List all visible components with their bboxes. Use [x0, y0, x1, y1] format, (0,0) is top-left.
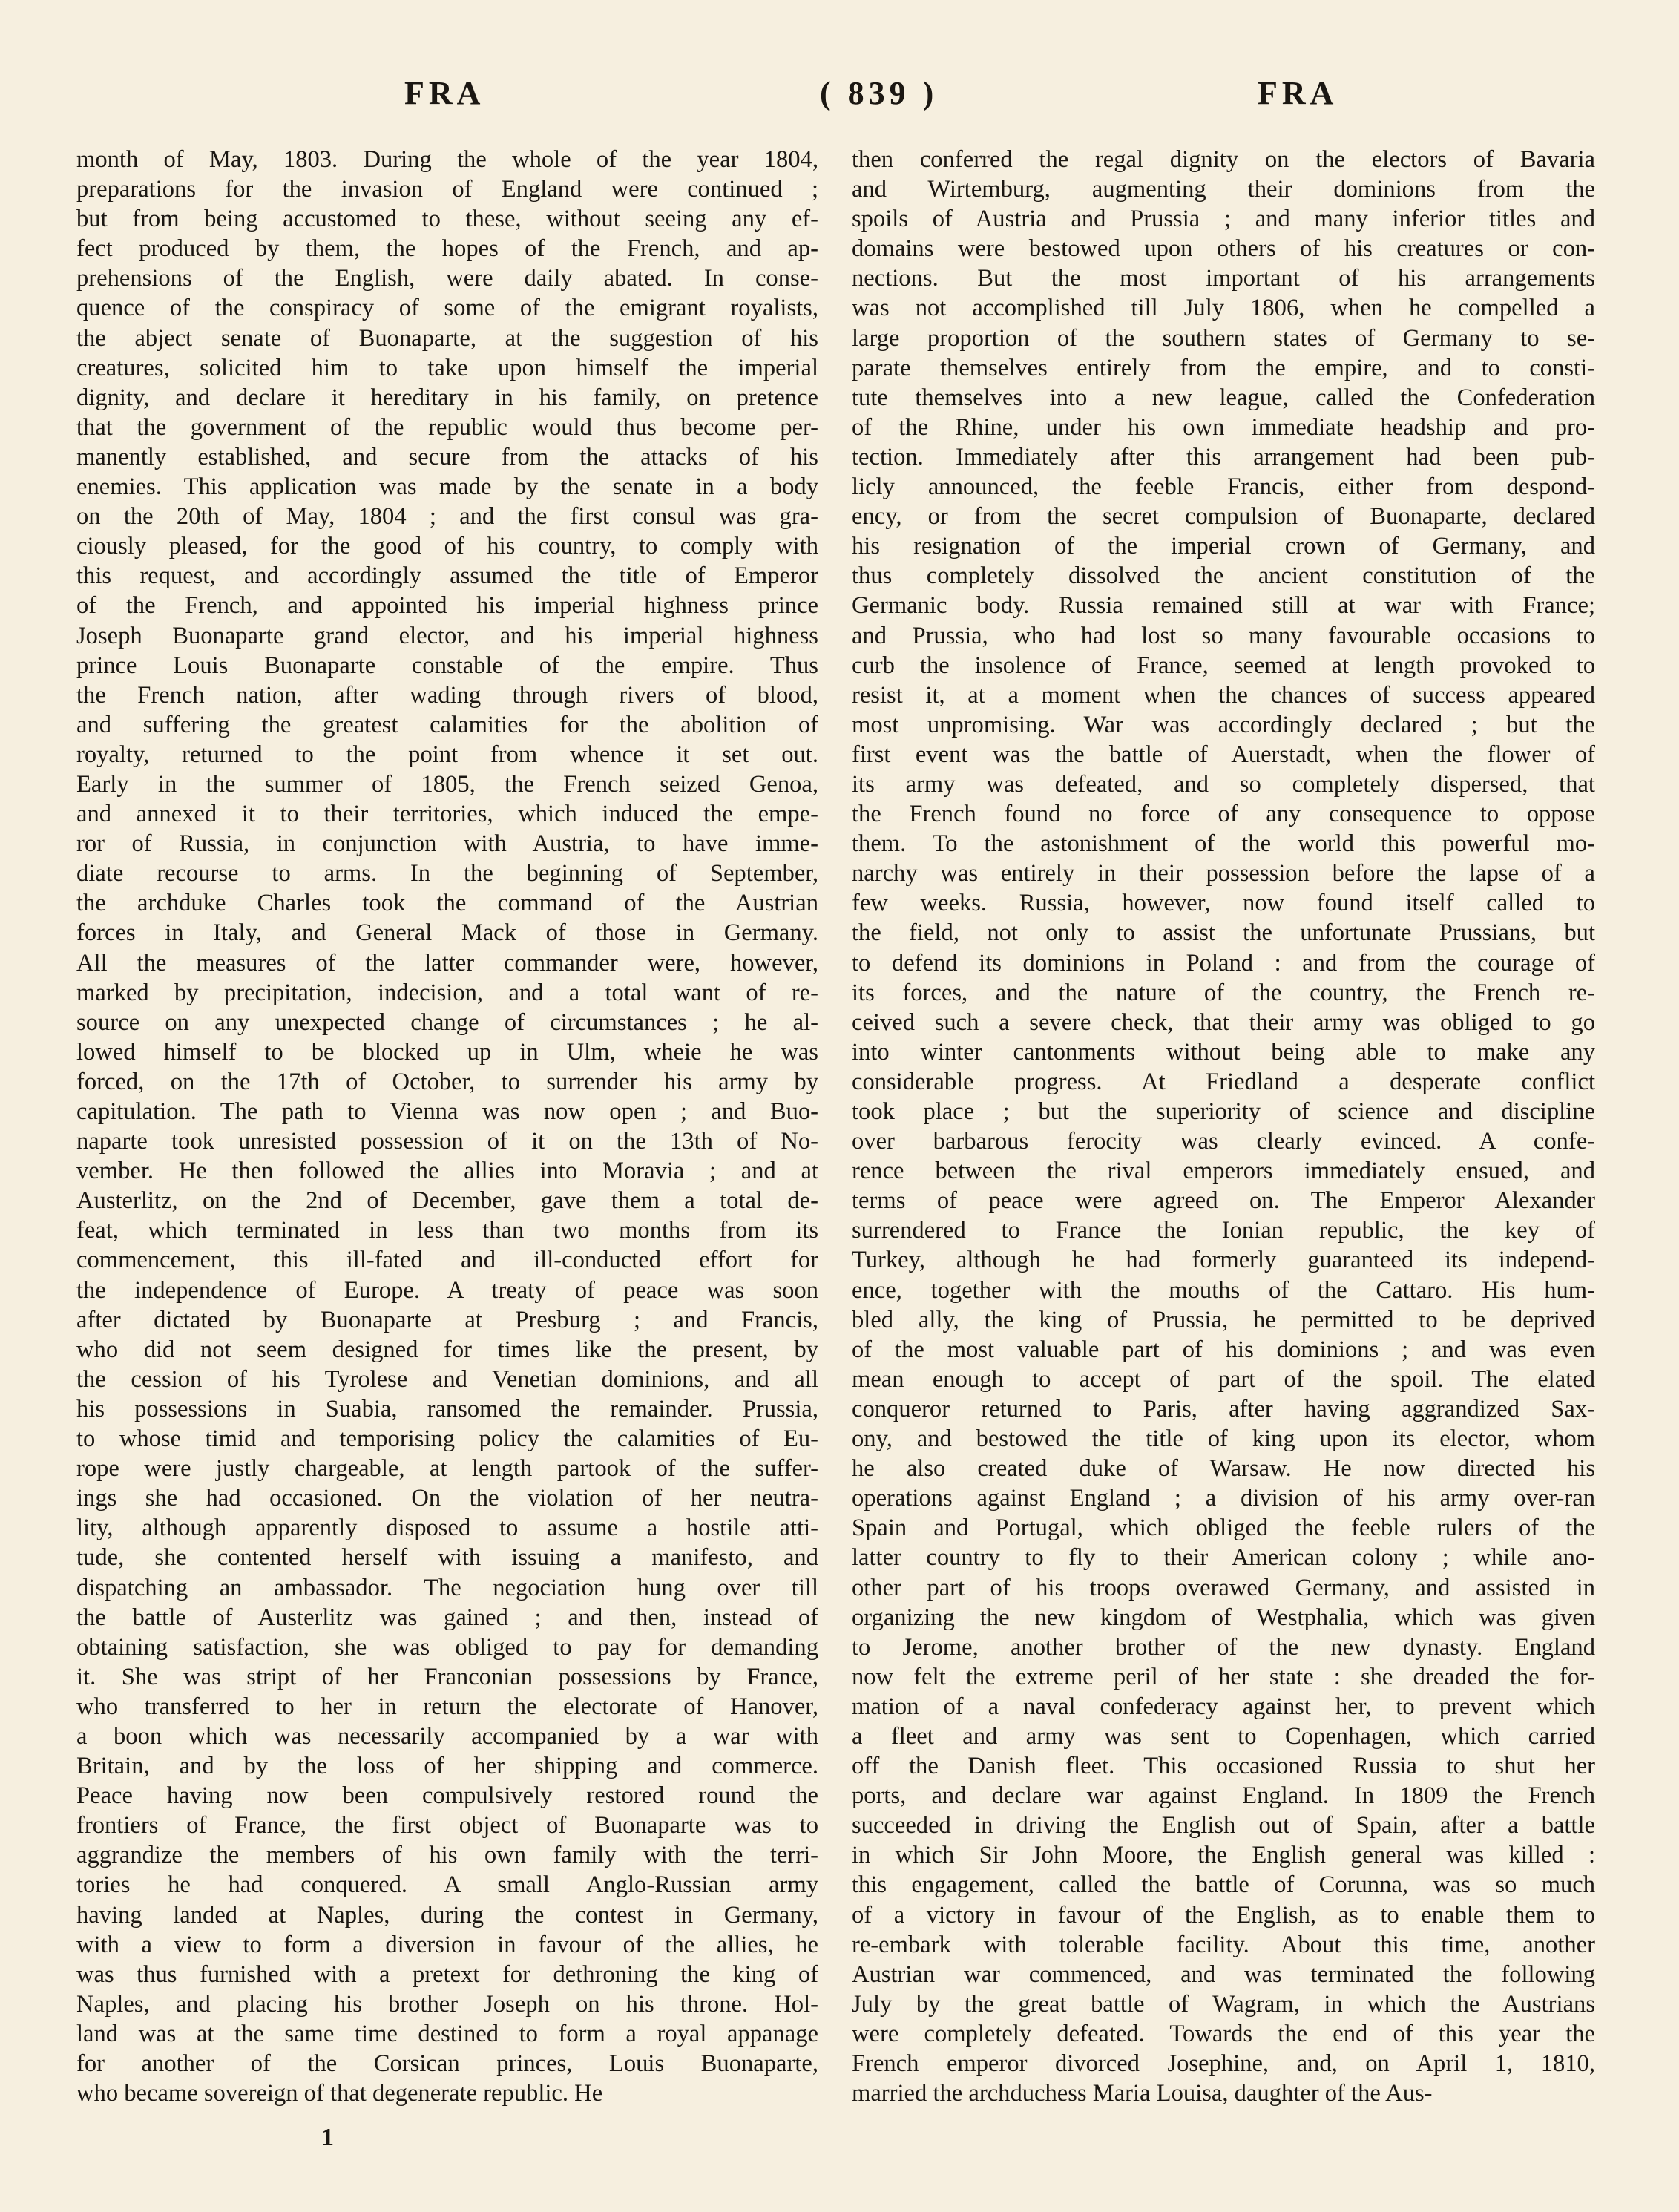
text-line: ports, and declare war against England. In 1809 the French [852, 1782, 1595, 1810]
text-line: parate themselves entirely from the empire, and to consti- [852, 354, 1595, 381]
text-line: of the French, and appointed his imperial highness prince [76, 592, 818, 620]
text-line: succeeded in driving the English out of Spain, after a battle [852, 1812, 1595, 1839]
text-line: of the most valuable part of his dominions ; and was even [852, 1336, 1595, 1363]
text-line: land was at the same time destined to form a royal appanage [76, 2020, 818, 2047]
text-line: mation of a naval confederacy against her, to prevent which [852, 1693, 1595, 1720]
text-line: forces in Italy, and General Mack of those in Germany. [76, 919, 818, 947]
text-line: feat, which terminated in less than two months from its [76, 1217, 818, 1244]
text-line: to defend its dominions in Poland : and from the courage of [852, 949, 1595, 977]
text-line: of a victory in favour of the English, as to enable them to [852, 1901, 1595, 1929]
text-line: ings she had occasioned. On the violation of her neutra- [76, 1485, 818, 1512]
text-line: commencement, this ill-fated and ill-conducted effort for [76, 1247, 818, 1274]
text-line: the battle of Austerlitz was gained ; and then, instead of [76, 1604, 818, 1631]
text-line: Early in the summer of 1805, the French seized Genoa, [76, 770, 818, 798]
text-line: Peace having now been compulsively restored round the [76, 1782, 818, 1810]
text-line: its forces, and the nature of the country, the French re- [852, 979, 1595, 1006]
text-line: who became sovereign of that degenerate republic. He [76, 2080, 603, 2107]
text-line: to Jerome, another brother of the new dynasty. England [852, 1633, 1595, 1661]
text-line: the French nation, after wading through rivers of blood, [76, 681, 818, 709]
text-line: licly announced, the feeble Francis, either from despond- [852, 473, 1595, 501]
text-line: a fleet and army was sent to Copenhagen, which carried [852, 1722, 1595, 1750]
text-line: in which Sir John Moore, the English general was killed : [852, 1842, 1595, 1869]
text-line: and Prussia, who had lost so many favourable occasions to [852, 622, 1595, 649]
page-number: ( 839 ) [820, 75, 939, 111]
text-line: having landed at Naples, during the contest in Germany, [76, 1901, 818, 1929]
text-line: who transferred to her in return the electorate of Hanover, [76, 1693, 818, 1720]
text-line: prehensions of the English, were daily abated. In conse- [76, 265, 818, 292]
text-line: married the archduchess Maria Louisa, daughter of the Aus- [852, 2080, 1433, 2107]
text-line: ence, together with the mouths of the Cattaro. His hum- [852, 1276, 1595, 1304]
text-line: ency, or from the secret compulsion of Buonaparte, declared [852, 503, 1595, 531]
text-line: capitulation. The path to Vienna was now open ; and Buo- [76, 1098, 818, 1125]
text-line: but from being accustomed to these, without seeing any ef- [76, 206, 818, 233]
text-line: dispatching an ambassador. The negociation hung over till [76, 1574, 818, 1601]
text-line: rope were justly chargeable, at length partook of the suffer- [76, 1455, 818, 1483]
text-line: terms of peace were agreed on. The Emperor Alexander [852, 1187, 1595, 1215]
text-line: lity, although apparently disposed to assume a hostile atti- [76, 1514, 818, 1542]
text-line: his resignation of the imperial crown of Germany, and [852, 533, 1595, 560]
text-line: and annexed it to their territories, which induced the empe- [76, 801, 818, 828]
text-line: and suffering the greatest calamities for the abolition of [76, 711, 818, 738]
text-line: with a view to form a diversion in favour of the allies, he [76, 1931, 818, 1958]
text-line: re-embark with tolerable facility. About this time, another [852, 1931, 1595, 1958]
text-line: nections. But the most important of his arrangements [852, 265, 1595, 292]
text-line: Turkey, although he had formerly guaranteed its independ- [852, 1247, 1595, 1274]
text-line: obtaining satisfaction, she was obliged to pay for demanding [76, 1633, 818, 1661]
text-line: prince Louis Buonaparte constable of the empire. Thus [76, 652, 818, 679]
text-line: who did not seem designed for times like the present, by [76, 1336, 818, 1363]
text-line: Joseph Buonaparte grand elector, and his imperial highness [76, 622, 818, 649]
text-line: All the measures of the latter commander were, however, [76, 949, 818, 977]
text-line: naparte took unresisted possession of it on the 13th of No- [76, 1128, 818, 1155]
text-line: a boon which was necessarily accompanied by a war with [76, 1722, 818, 1750]
text-line: vember. He then followed the allies into Moravia ; and at [76, 1158, 818, 1185]
text-line: tute themselves into a new league, called the Confederation [852, 384, 1595, 411]
text-line: off the Danish fleet. This occasioned Russia to shut her [852, 1753, 1595, 1780]
text-line: to whose timid and temporising policy the calamities of Eu- [76, 1425, 818, 1453]
text-line: other part of his troops overawed Germany, and assisted in [852, 1574, 1595, 1601]
text-line: he also created duke of Warsaw. He now directed his [852, 1455, 1595, 1483]
text-line: marked by precipitation, indecision, and a total want of re- [76, 979, 818, 1006]
text-line: it. She was stript of her Franconian possessions by France, [76, 1663, 818, 1690]
text-line: quence of the conspiracy of some of the emigrant royalists, [76, 295, 818, 322]
text-line: conqueror returned to Paris, after having aggrandized Sax- [852, 1395, 1595, 1422]
text-line: was not accomplished till July 1806, when he compelled a [852, 295, 1595, 322]
text-line: and Wirtemburg, augmenting their dominions from the [852, 176, 1595, 203]
text-line: few weeks. Russia, however, now found itself called to [852, 890, 1595, 917]
text-line: were completely defeated. Towards the end of this year the [852, 2020, 1595, 2047]
text-line: mean enough to accept of part of the spoil. The elated [852, 1365, 1595, 1393]
text-line: them. To the astonishment of the world this powerful mo- [852, 830, 1595, 858]
text-line: preparations for the invasion of England were continued ; [76, 176, 818, 203]
text-line: first event was the battle of Auerstadt, when the flower of [852, 741, 1595, 768]
text-line: surrendered to France the Ionian republic, the key of [852, 1217, 1595, 1244]
text-line: its army was defeated, and so completely dispersed, that [852, 770, 1595, 798]
text-line: Austerlitz, on the 2nd of December, gave them a total de- [76, 1187, 818, 1215]
text-line: diate recourse to arms. In the beginning of September, [76, 860, 818, 887]
running-header [74, 74, 1603, 126]
text-line: the field, not only to assist the unfortunate Prussians, but [852, 919, 1595, 947]
text-line: bled ally, the king of Prussia, he permitted to be deprived [852, 1306, 1595, 1333]
text-line: organizing the new kingdom of Westphalia, which was given [852, 1604, 1595, 1631]
text-line: Austrian war commenced, and was terminated the following [852, 1960, 1595, 1988]
header-left-word: FRA [404, 75, 485, 111]
text-line: spoils of Austria and Prussia ; and many inferior titles and [852, 206, 1595, 233]
text-line: fect produced by them, the hopes of the French, and ap- [76, 235, 818, 263]
text-line: forced, on the 17th of October, to surrender his army by [76, 1068, 818, 1095]
text-line: that the government of the republic would thus become per- [76, 413, 818, 441]
text-line: rence between the rival emperors immediately ensued, and [852, 1158, 1595, 1185]
text-line: ror of Russia, in conjunction with Austria, to have imme- [76, 830, 818, 858]
text-line: the abject senate of Buonaparte, at the suggestion of his [76, 324, 818, 352]
text-line: July by the great battle of Wagram, in which the Austrians [852, 1990, 1595, 2018]
text-line: into winter cantonments without being able to make any [852, 1038, 1595, 1066]
text-line: after dictated by Buonaparte at Presburg ; and Francis, [76, 1306, 818, 1333]
text-line: manently established, and secure from the attacks of his [76, 443, 818, 470]
text-line: this engagement, called the battle of Corunna, was so much [852, 1871, 1595, 1899]
text-line: was thus furnished with a pretext for dethroning the king of [76, 1960, 818, 1988]
left-column [76, 145, 818, 2108]
text-line: ciously pleased, for the good of his country, to comply with [76, 533, 818, 560]
text-line: the archduke Charles took the command of the Austrian [76, 890, 818, 917]
text-line: the French found no force of any consequence to oppose [852, 801, 1595, 828]
text-line: source on any unexpected change of circumstances ; he al- [76, 1008, 818, 1036]
text-line: latter country to fly to their American colony ; while ano- [852, 1544, 1595, 1572]
text-line: enemies. This application was made by the senate in a body [76, 473, 818, 501]
text-line: then conferred the regal dignity on the electors of Bavaria [852, 146, 1595, 173]
text-line: tection. Immediately after this arrangement had been pub- [852, 443, 1595, 470]
text-line: domains were bestowed upon others of his creatures or con- [852, 235, 1595, 263]
text-line: dignity, and declare it hereditary in his family, on pretence [76, 384, 818, 411]
header-right-word: FRA [1258, 75, 1338, 111]
text-line: resist it, at a moment when the chances of success appeared [852, 681, 1595, 709]
text-line: now felt the extreme peril of her state : she dreaded the for- [852, 1663, 1595, 1690]
text-line: ceived such a severe check, that their army was obliged to go [852, 1008, 1595, 1036]
text-line: tude, she contented herself with issuing a manifesto, and [76, 1544, 818, 1572]
text-line: considerable progress. At Friedland a desperate conflict [852, 1068, 1595, 1095]
text-line: for another of the Corsican princes, Louis Buonaparte, [76, 2050, 818, 2077]
text-line: Britain, and by the loss of her shipping and commerce. [76, 1753, 818, 1780]
text-line: month of May, 1803. During the whole of the year 1804, [76, 146, 818, 173]
text-line: ony, and bestowed the title of king upon its elector, whom [852, 1425, 1595, 1453]
text-line: operations against England ; a division of his army over-ran [852, 1485, 1595, 1512]
text-line: the cession of his Tyrolese and Venetian dominions, and all [76, 1365, 818, 1393]
text-line: frontiers of France, the first object of Buonaparte was to [76, 1812, 818, 1839]
text-line: on the 20th of May, 1804 ; and the first consul was gra- [76, 503, 818, 531]
text-line: large proportion of the southern states of Germany to se- [852, 324, 1595, 352]
text-line: his possessions in Suabia, ransomed the remainder. Prussia, [76, 1395, 818, 1422]
text-line: creatures, solicited him to take upon himself the imperial [76, 354, 818, 381]
text-line: tories he had conquered. A small Anglo-Russian army [76, 1871, 818, 1899]
text-line: took place ; but the superiority of science and discipline [852, 1098, 1595, 1125]
text-line: Spain and Portugal, which obliged the feeble rulers of the [852, 1514, 1595, 1542]
text-line: this request, and accordingly assumed the title of Emperor [76, 562, 818, 590]
text-line: the independence of Europe. A treaty of peace was soon [76, 1276, 818, 1304]
right-column [852, 145, 1595, 2108]
text-line: narchy was entirely in their possession before the lapse of a [852, 860, 1595, 887]
text-line: French emperor divorced Josephine, and, on April 1, 1810, [852, 2050, 1595, 2077]
text-line: Germanic body. Russia remained still at war with France; [852, 592, 1595, 620]
text-line: thus completely dissolved the ancient constitution of the [852, 562, 1595, 590]
text-line: royalty, returned to the point from whence it set out. [76, 741, 818, 768]
text-line: Naples, and placing his brother Joseph on his throne. Hol- [76, 1990, 818, 2018]
text-line: of the Rhine, under his own immediate headship and pro- [852, 413, 1595, 441]
signature-mark: 1 [321, 2124, 334, 2151]
text-line: aggrandize the members of his own family with the terri- [76, 1842, 818, 1869]
text-line: over barbarous ferocity was clearly evinced. A confe- [852, 1128, 1595, 1155]
text-line: lowed himself to be blocked up in Ulm, wheie he was [76, 1038, 818, 1066]
text-line: most unpromising. War was accordingly declared ; but the [852, 711, 1595, 738]
text-line: curb the insolence of France, seemed at length provoked to [852, 652, 1595, 679]
